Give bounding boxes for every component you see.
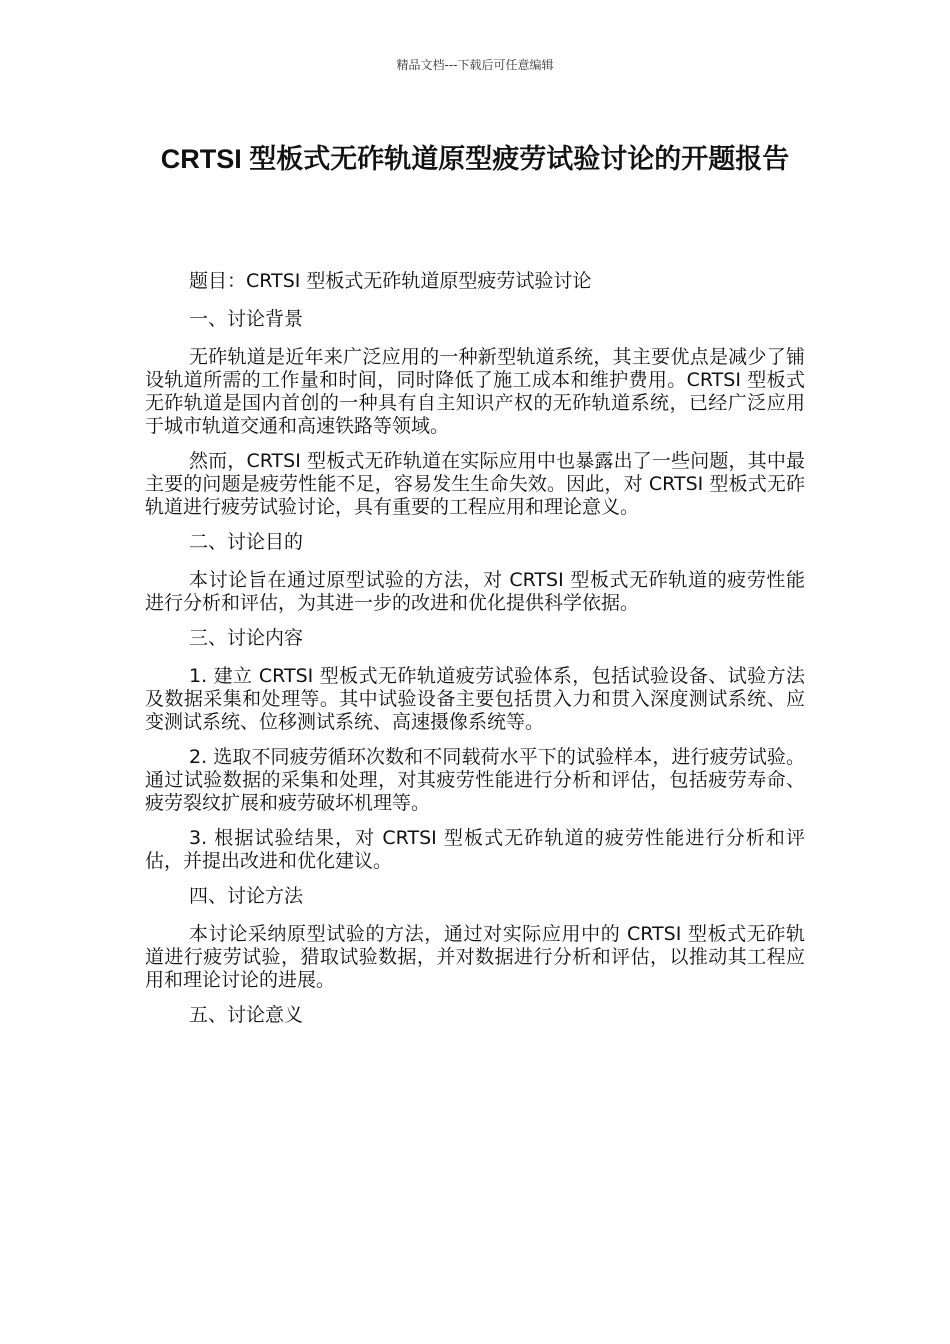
- subject-line: 题目：CRTSI 型板式无砟轨道原型疲劳试验讨论: [189, 270, 592, 292]
- background-paragraph-2: 然而，CRTSI 型板式无砟轨道在实际应用中也暴露出了一些问题，其中最主要的问题是疲劳性能不足，容易发生生命失效。因此，对 CRTSI 型板式无砟轨道进行疲劳试验讨论，具有重要的工程应用和理论意义。: [145, 450, 805, 518]
- section-heading-method: 四、讨论方法: [189, 885, 304, 907]
- background-paragraph-1: 无砟轨道是近年来广泛应用的一种新型轨道系统，其主要优点是减少了铺设轨道所需的工作量和时间，同时降低了施工成本和维护费用。CRTSI 型板式无砟轨道是国内首创的一种具有自主知识产权的无砟轨道系统，已经广泛应用于城市轨道交通和高速铁路等领域。: [145, 346, 805, 437]
- section-heading-purpose: 二、讨论目的: [189, 531, 304, 553]
- section-heading-significance: 五、讨论意义: [189, 1004, 304, 1026]
- method-paragraph: 本讨论采纳原型试验的方法，通过对实际应用中的 CRTSI 型板式无砟轨道进行疲劳试验，猎取试验数据，并对数据进行分析和评估，以推动其工程应用和理论讨论的进展。: [145, 923, 805, 991]
- content-item-2: 2. 选取不同疲劳循环次数和不同载荷水平下的试验样本，进行疲劳试验。通过试验数据的采集和处理，对其疲劳性能进行分析和评估，包括疲劳寿命、疲劳裂纹扩展和疲劳破坏机理等。: [145, 746, 805, 814]
- document-title: CRTSI 型板式无砟轨道原型疲劳试验讨论的开题报告: [160, 144, 790, 174]
- content-item-1: 1. 建立 CRTSI 型板式无砟轨道疲劳试验体系，包括试验设备、试验方法及数据采集和处理等。其中试验设备主要包括贯入力和贯入深度测试系统、应变测试系统、位移测试系统、高速摄像系统等。: [145, 665, 805, 733]
- section-heading-content: 三、讨论内容: [189, 627, 304, 649]
- document-body: [145, 270, 805, 1042]
- section-heading-background: 一、讨论背景: [189, 308, 304, 330]
- page-header-watermark: 精品文档---下载后可任意编辑: [396, 58, 554, 72]
- content-item-3: 3. 根据试验结果，对 CRTSI 型板式无砟轨道的疲劳性能进行分析和评估，并提出改进和优化建议。: [145, 827, 805, 872]
- purpose-paragraph: 本讨论旨在通过原型试验的方法，对 CRTSI 型板式无砟轨道的疲劳性能进行分析和评估，为其进一步的改进和优化提供科学依据。: [145, 569, 805, 614]
